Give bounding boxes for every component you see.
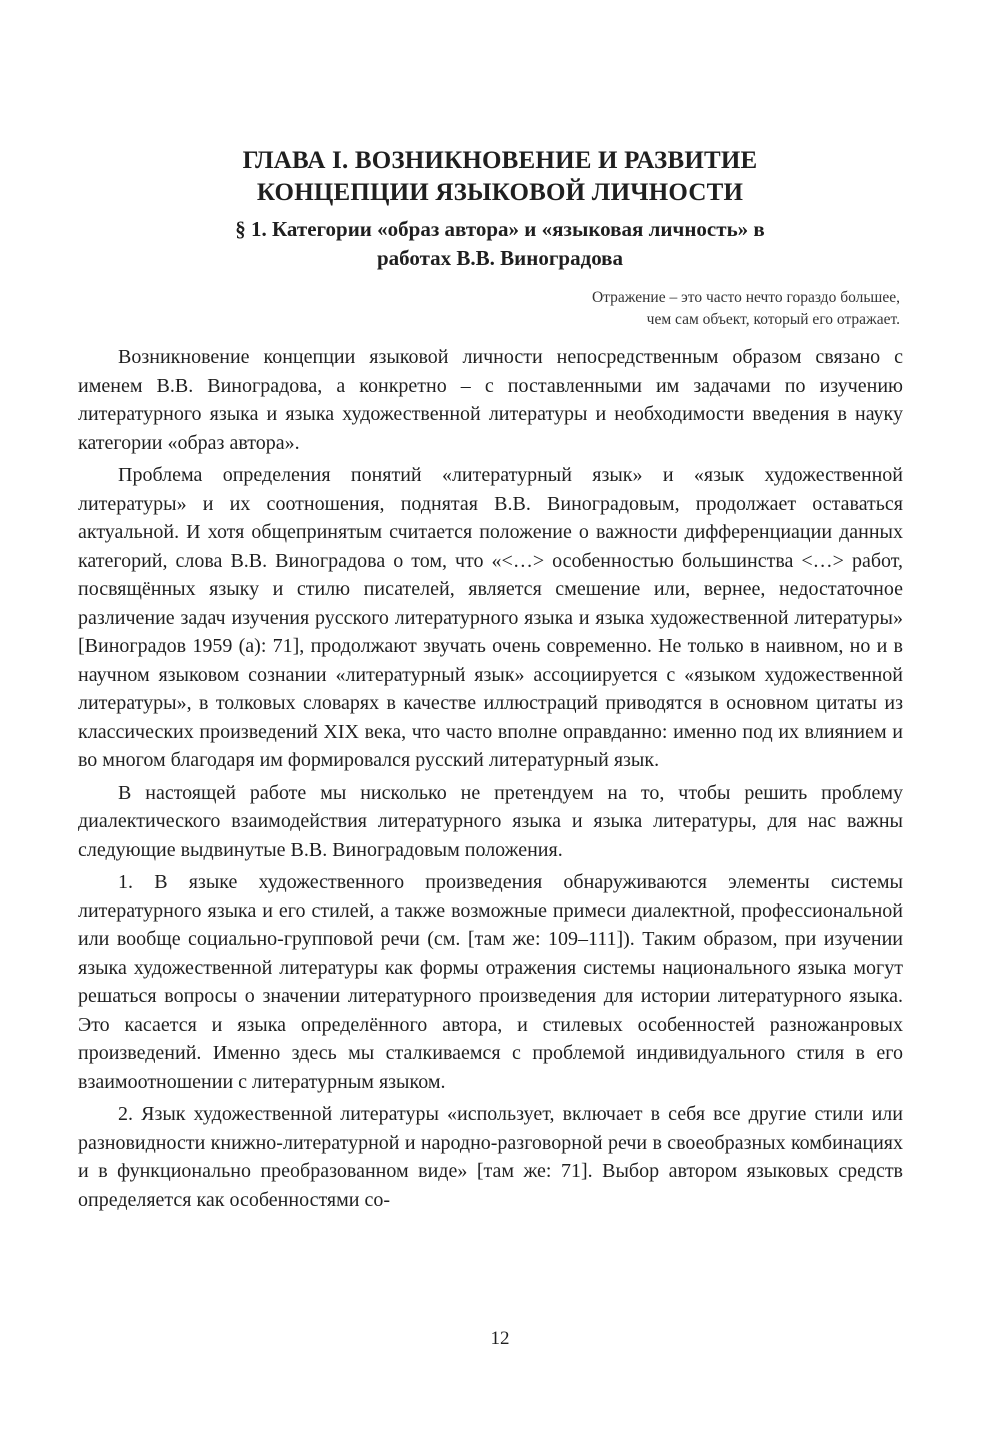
page-number: 12 (490, 1328, 510, 1349)
section-title-line-2: работах В.В. Виноградова (376, 246, 624, 270)
paragraph-4: 1. В языке художественного произведения обнаруживаются элементы системы литературного языка и его стилей, а также возможные примеси диалектной, профессиональной или вообще социально-групповой речи (см. [там же: 109–111]). Таким образом, при изучении языка художественной литературы как формы отражения системы национального языка могут решаться вопросы о значении литературного произведения для истории литературного языка. Это касается и языка определённого автора, и стилевых особенностей разножанровых произведений. Именно здесь мы сталкиваемся с проблемой индивидуального стиля в его взаимоотношении с литературным языком. (78, 871, 903, 1093)
paragraph-1: Возникновение концепции языковой личности непосредственным образом связано с именем В.В. Виноградова, а конкретно – с поставленными им задачами по изучению литературного языка и языка художественной литературы и необходимости введения в науку категории «образ автора». (78, 346, 903, 454)
paragraph-2: Проблема определения понятий «литературный язык» и «язык художественной литературы» и их соотношения, поднятая В.В. Виноградовым, продолжает оставаться актуальной. И хотя общепринятым считается положение о важности дифференциации данных категорий, слова В.В. Виноградова о том, что «<…> особенностью большинства <…> работ, посвящённых языку и стилю писателей, является смешение или, вернее, недостаточное различение задач изучения русского литературного языка и языка художественной литературы» [Виноградов 1959 (а): 71], продолжают звучать очень современно. Не только в наивном, но и в научном языковом сознании «литературный язык» ассоциируется с «языком художественной литературы», в толковых словарях в качестве иллюстраций приводятся в основном цитаты из классических произведений XIX века, что часто вполне оправданно: именно под их влиянием и во многом благодаря им формировался русский литературный язык. (78, 464, 903, 771)
chapter-title-line-1: ГЛАВА I. ВОЗНИКНОВЕНИЕ И РАЗВИТИЕ (242, 147, 758, 174)
paragraph-3: В настоящей работе мы нисколько не претендуем на то, чтобы решить проблему диалектического взаимодействия литературного языка и языка литературы, для нас важны следующие выдвинутые В.В. Виноградовым положения. (78, 781, 903, 861)
paragraph-5: 2. Язык художественной литературы «использует, включает в себя все другие стили или разновидности книжно-литературной и народно-разговорной речи в своеобразных комбинациях и в функционально преобразованном виде» [там же: 71]. Выбор автором языковых средств определяется как особенностями со- (78, 1103, 903, 1211)
chapter-title (130, 145, 870, 209)
epigraph-line-2: чем сам объект, который его отражает. (646, 311, 900, 328)
section-title (130, 215, 870, 273)
section-title-line-1: § 1. Категории «образ автора» и «языковая личность» в (235, 217, 765, 241)
body-text (78, 343, 903, 1218)
epigraph (430, 287, 900, 331)
epigraph-line-1: Отражение – это часто нечто гораздо большее, (591, 289, 900, 306)
chapter-title-line-2: КОНЦЕПЦИИ ЯЗЫКОВОЙ ЛИЧНОСТИ (256, 179, 744, 206)
